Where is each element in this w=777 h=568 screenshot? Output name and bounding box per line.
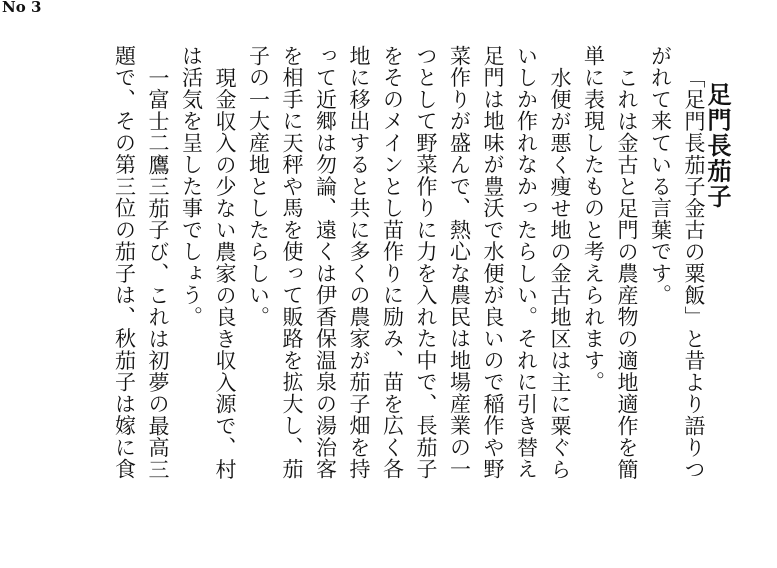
text-column: 一富士二鷹三茄子び、これは初夢の最高三 bbox=[146, 66, 170, 480]
text-column: 題で、その第三位の茄子は、秋茄子は嫁に食 bbox=[112, 45, 137, 480]
page-number: No 3 bbox=[2, 0, 42, 16]
document-body bbox=[107, 45, 710, 515]
text-column: がれて来ている言葉です。 bbox=[648, 45, 673, 306]
text-column: 「足門長茄子金古の粟飯」と昔より語りつ bbox=[682, 66, 706, 480]
text-column: は活気を呈した事でしょう。 bbox=[179, 45, 204, 328]
text-column: 子の一大産地としたらしい。 bbox=[246, 45, 271, 328]
text-column: 地に移出すると共に多くの農家が茄子畑を持 bbox=[347, 45, 371, 480]
text-column: 菜作りが盛んで、熱心な農民は地場産業の一 bbox=[447, 45, 472, 480]
text-column: これは金古と足門の農産物の適地適作を簡 bbox=[615, 66, 639, 480]
text-column: いしか作れなかったらしい。それに引き替え bbox=[514, 45, 539, 480]
text-column: つとして野菜作りに力を入れた中で、長茄子 bbox=[414, 45, 438, 480]
text-column: って近郷は勿論、遠くは伊香保温泉の湯治客 bbox=[313, 45, 338, 480]
text-column: を相手に天秤や馬を使って販路を拡大し、茄 bbox=[280, 45, 304, 480]
text-column: 足門は地味が豊沃で水便が良いので稲作や野 bbox=[481, 45, 505, 480]
text-column: 水便が悪く痩せ地の金古地区は主に粟ぐら bbox=[548, 66, 572, 480]
text-column: 単に表現したものと考えられます。 bbox=[581, 45, 606, 393]
text-column: をそのメインとし苗作りに励み、苗を広く各 bbox=[380, 45, 405, 480]
text-column: 現金収入の少ない農家の良き収入源で、村 bbox=[213, 66, 237, 480]
document-title: 足門長茄子 bbox=[703, 82, 731, 210]
